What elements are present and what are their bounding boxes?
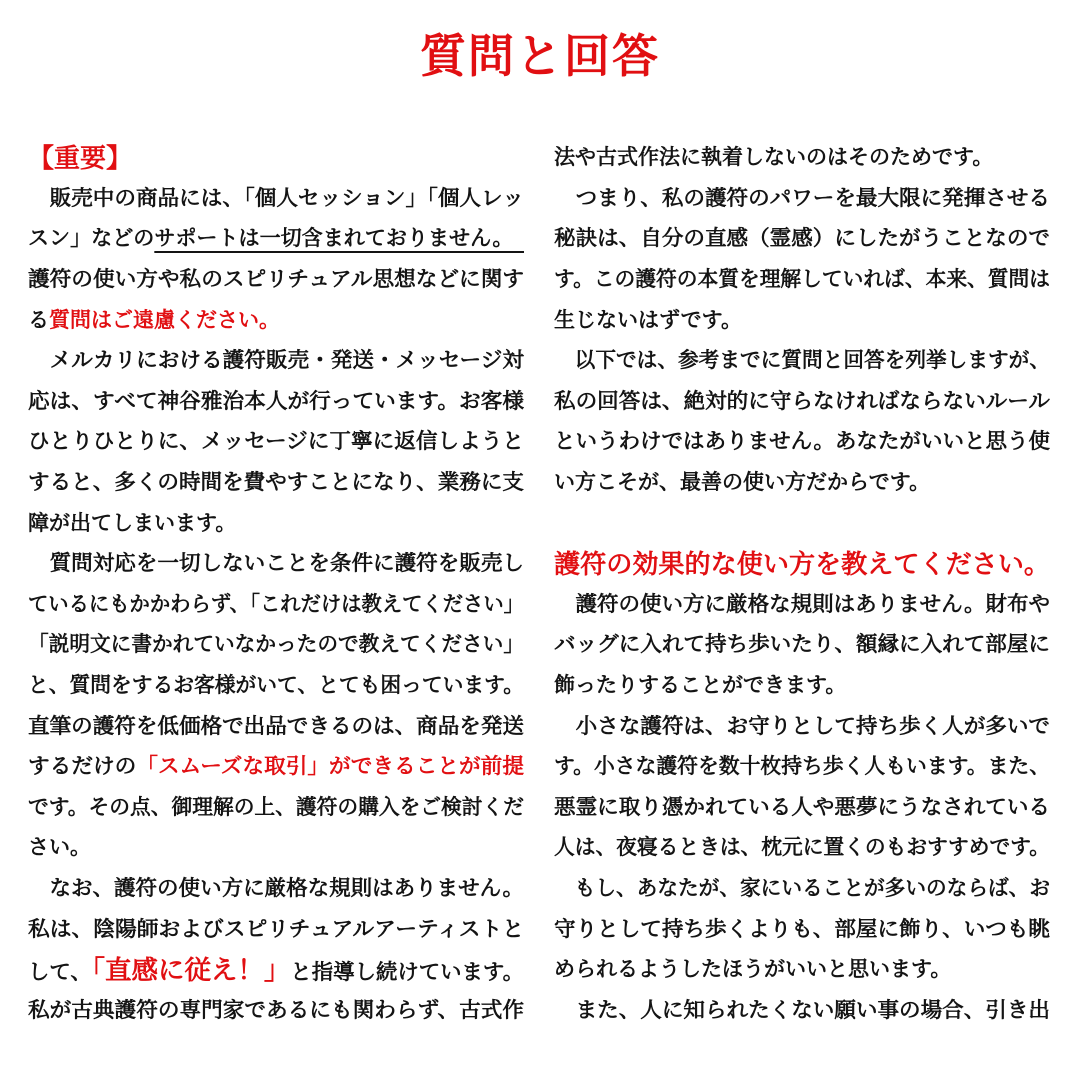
text-line <box>554 501 1050 542</box>
text-line <box>28 258 524 299</box>
text-line <box>28 907 524 948</box>
body-text: 守りとして持ち歩くよりも、部屋に飾り、いつも眺 <box>554 917 1050 941</box>
body-text: 護符の使い方に厳格な規則はありません。財布や <box>554 592 1050 616</box>
body-text: 飾ったりすることができます。 <box>554 674 847 698</box>
text-line <box>28 664 524 705</box>
body-text: また、人に知られたくない願い事の場合、引き出 <box>554 998 1050 1022</box>
column-left <box>28 136 524 1029</box>
text-line <box>28 136 524 177</box>
body-text: 直筆の護符を低価格で出品できるのは、商品を発送 <box>28 714 524 738</box>
body-text: 生じないはずです。 <box>554 308 742 332</box>
text-line <box>28 177 524 218</box>
text-line <box>554 988 1050 1029</box>
body-text: 私の回答は、絶対的に守らなければならないルール <box>554 389 1050 413</box>
text-line <box>28 298 524 339</box>
text-line <box>554 948 1050 989</box>
body-text: つまり、私の護符のパワーを最大限に発揮させる <box>554 186 1050 210</box>
body-text: メルカリにおける護符販売・発送・メッセージ対 <box>28 349 524 373</box>
body-text: 私は、陰陽師およびスピリチュアルアーティストと <box>28 917 524 941</box>
text-line <box>554 664 1050 705</box>
body-text: というわけではありません。あなたがいいと思う使 <box>554 430 1050 454</box>
emphasis-text: 「スムーズな取引」ができることが前提 <box>136 755 524 779</box>
text-line <box>28 704 524 745</box>
body-text: す。小さな護符を数十枚持ち歩く人もいます。また、 <box>554 755 1050 779</box>
text-line <box>554 907 1050 948</box>
text-line <box>554 461 1050 502</box>
two-column-body <box>28 136 1050 1029</box>
body-text: ひとりひとりに、メッセージに丁寧に返信しようと <box>28 430 524 454</box>
body-text: さい。 <box>28 836 91 860</box>
body-text: と、質問をするお客様がいて、とても困っています。 <box>28 674 524 698</box>
text-line <box>28 501 524 542</box>
text-line <box>28 623 524 664</box>
text-line <box>554 177 1050 218</box>
body-text: なお、護符の使い方に厳格な規則はありません。 <box>28 876 524 900</box>
text-line <box>28 948 524 989</box>
body-text: 応は、すべて神谷雅治本人が行っています。お客様 <box>28 389 524 413</box>
text-line <box>28 745 524 786</box>
text-line <box>554 583 1050 624</box>
emphasis-text: 護符の効果的な使い方を教えてください。 <box>554 548 1050 579</box>
text-line <box>28 380 524 421</box>
body-text: 秘訣は、自分の直感（霊感）にしたがうことなので <box>554 227 1050 251</box>
page-title: 質問と回答 <box>420 30 660 82</box>
body-text: ているにもかかわらず、「これだけは教えてください」 <box>28 592 524 616</box>
body-text: 「説明文に書かれていなかったので教えてください」 <box>28 633 524 657</box>
text-line <box>554 380 1050 421</box>
text-line <box>554 258 1050 299</box>
text-line <box>28 339 524 380</box>
body-text: 法や古式作法に執着しないのはそのためです。 <box>554 146 994 170</box>
text-line <box>554 745 1050 786</box>
body-text: と指導し続けています。 <box>290 960 524 984</box>
text-line <box>28 217 524 258</box>
text-line <box>554 704 1050 745</box>
body-text: 私が古典護符の専門家であるにも関わらず、古式作 <box>28 998 524 1022</box>
body-text: もし、あなたが、家にいることが多いのならば、お <box>554 876 1050 900</box>
body-text: 人は、夜寝るときは、枕元に置くのもおすすめです。 <box>554 836 1050 860</box>
body-text: するだけの <box>28 755 137 779</box>
body-text: い方こそが、最善の使い方だからです。 <box>554 471 931 495</box>
text-line <box>554 136 1050 177</box>
text-line <box>28 420 524 461</box>
emphasis-text: 質問はご遠慮ください。 <box>49 308 280 332</box>
text-line <box>554 217 1050 258</box>
body-text: 販売中の商品には、「個人セッション」「個人レッ <box>28 186 524 210</box>
text-line <box>554 786 1050 827</box>
emphasis-text: 「直感に従え！」 <box>91 954 291 985</box>
column-right <box>554 136 1050 1029</box>
emphasis-text: 【重要】 <box>28 142 133 173</box>
body-text: められるようしたほうがいいと思います。 <box>554 958 952 982</box>
body-text: です。その点、御理解の上、護符の購入をご検討くだ <box>28 795 524 819</box>
body-text: 質問対応を一切しないことを条件に護符を販売し <box>28 552 524 576</box>
text-line <box>554 623 1050 664</box>
body-text: る <box>28 308 49 332</box>
text-line <box>28 826 524 867</box>
text-line <box>28 583 524 624</box>
body-text: すると、多くの時間を費やすことになり、業務に支 <box>28 471 524 495</box>
text-line <box>554 542 1050 583</box>
body-text: バッグに入れて持ち歩いたり、額縁に入れて部屋に <box>554 633 1050 657</box>
text-line <box>554 298 1050 339</box>
body-text: 悪霊に取り憑かれている人や悪夢にうなされている <box>554 795 1050 819</box>
body-text: スン」などの <box>28 227 155 251</box>
text-line <box>28 542 524 583</box>
text-line <box>554 339 1050 380</box>
body-text: 障が出てしまいます。 <box>28 511 237 535</box>
body-text: 小さな護符は、お守りとして持ち歩く人が多いで <box>554 714 1050 738</box>
text-line <box>554 826 1050 867</box>
text-line <box>28 786 524 827</box>
text-line <box>28 988 524 1029</box>
text-line <box>28 867 524 908</box>
text-line <box>554 867 1050 908</box>
emphasis-text: サポートは一切含まれておりません。 <box>154 227 525 251</box>
body-text: 以下では、参考までに質問と回答を列挙しますが、 <box>554 349 1050 373</box>
text-line <box>554 420 1050 461</box>
text-line <box>28 461 524 502</box>
body-text: して、 <box>28 960 92 984</box>
body-text: 護符の使い方や私のスピリチュアル思想などに関す <box>28 268 524 292</box>
body-text: す。この護符の本質を理解していれば、本来、質問は <box>554 268 1050 292</box>
